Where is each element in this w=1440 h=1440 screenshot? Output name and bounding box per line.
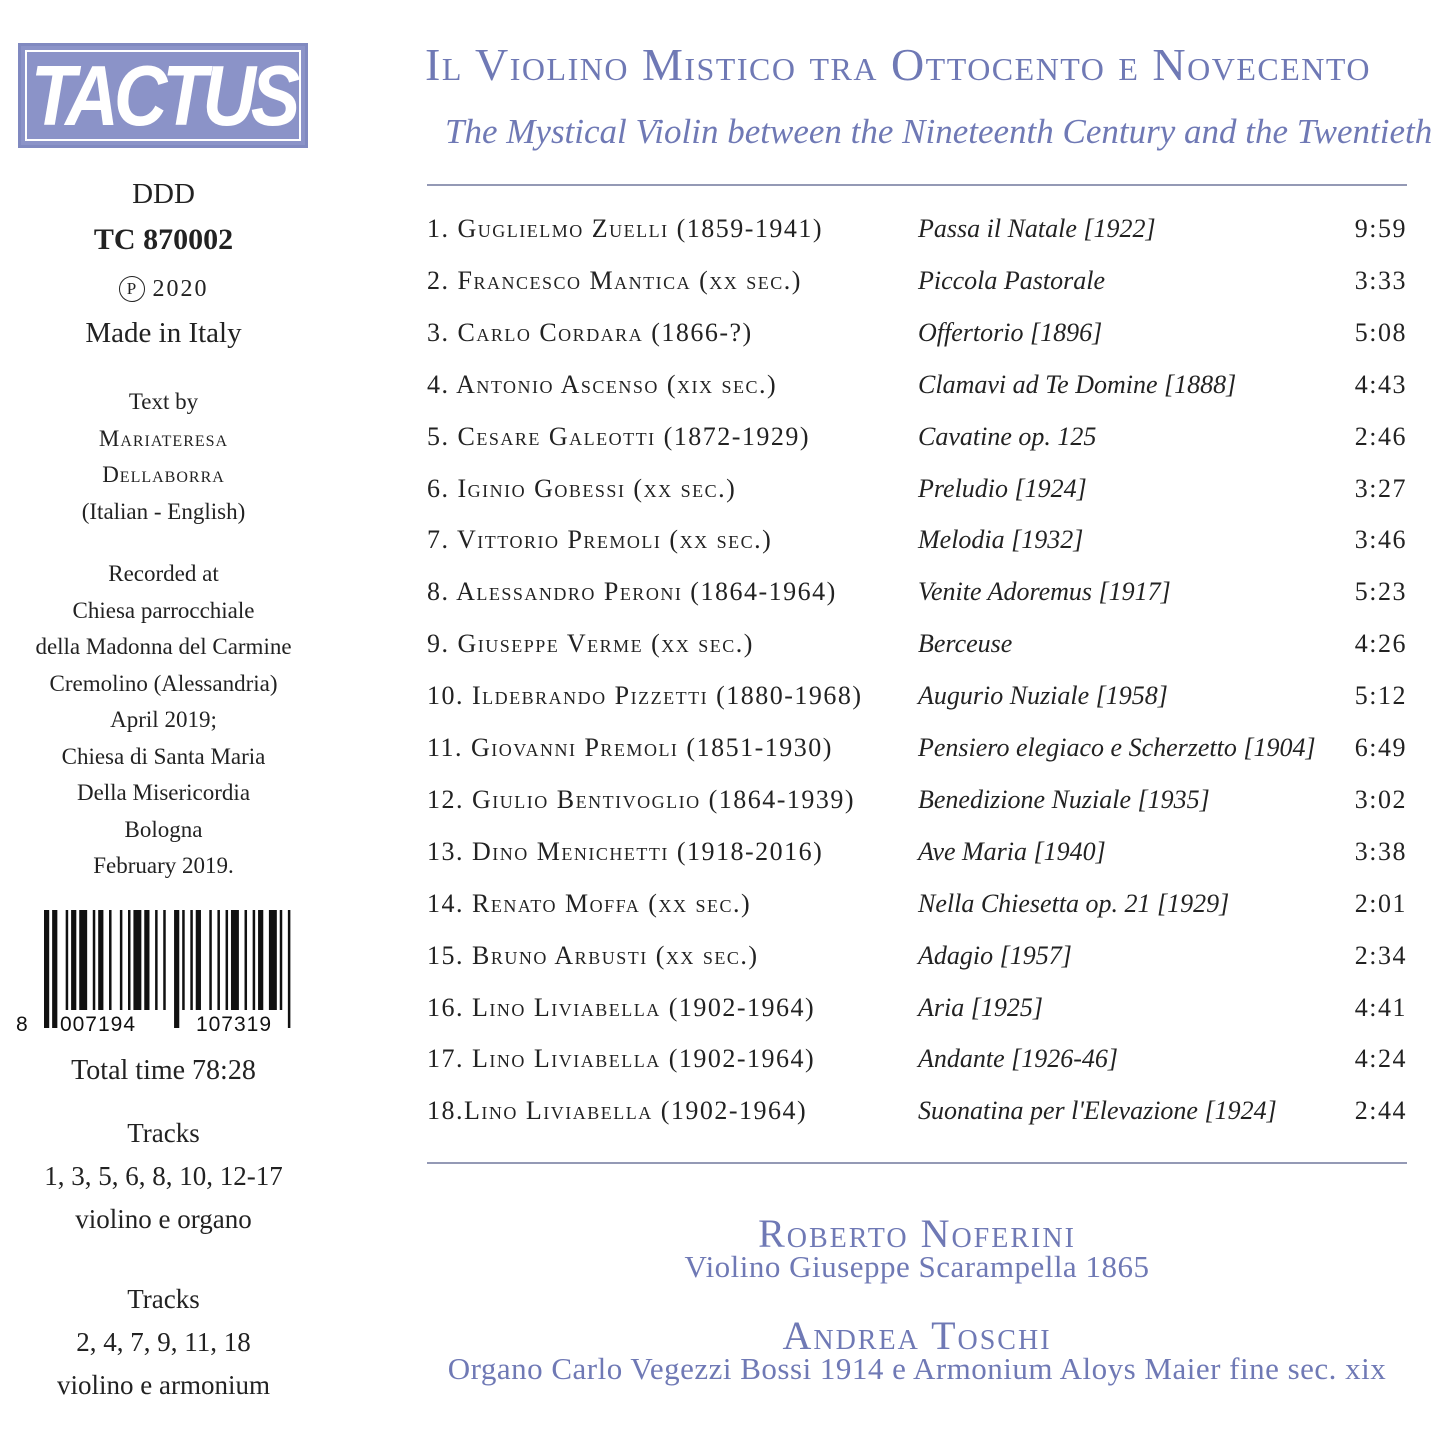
track-duration: 5:12 — [1354, 681, 1407, 711]
track-work: Cavatine op. 125 — [918, 421, 1097, 451]
track-row — [427, 1044, 1407, 1084]
track-duration: 3:33 — [1354, 265, 1407, 295]
track-composer: 15. Bruno Arbusti (xx sec.) — [427, 940, 759, 970]
track-composer: 9. Giuseppe Verme (xx sec.) — [427, 629, 754, 659]
instrument-group-1: Tracks 1, 3, 5, 6, 8, 10, 12-17 violino e organo — [0, 1112, 327, 1241]
barcode-bar — [245, 910, 248, 1010]
left-column — [0, 0, 327, 1440]
track-duration: 5:08 — [1354, 317, 1407, 347]
recording-type: DDD — [132, 178, 195, 210]
barcode-bar — [174, 910, 179, 1028]
track-duration: 3:27 — [1354, 473, 1407, 503]
track-composer: 13. Dino Menichetti (1918-2016) — [427, 836, 824, 866]
track-row — [427, 993, 1407, 1033]
track-composer: 4. Antonio Ascenso (xix sec.) — [427, 369, 778, 399]
recording-location: Recorded at Chiesa parrocchiale della Madonna del Carmine Cremolino (Alessandria) April 2019; Chiesa di Santa Maria Della Misericordia Bologna February 2019. — [35, 561, 292, 878]
track-numbers: 2, 4, 7, 9, 11, 18 — [76, 1327, 251, 1357]
track-row — [427, 214, 1407, 254]
track-row — [427, 1096, 1407, 1136]
track-work: Venite Adoremus [1917] — [918, 577, 1171, 607]
barcode-bar — [93, 910, 96, 1010]
barcode-bar — [155, 910, 158, 1010]
track-duration: 9:59 — [1354, 214, 1407, 243]
track-row — [427, 681, 1407, 721]
barcode-bar — [163, 910, 166, 1010]
text-credit: Text by Mariateresa Dellaborra (Italian - English) — [0, 384, 327, 530]
barcode-bar — [288, 910, 291, 1028]
track-row — [427, 370, 1407, 410]
total-time: Total time 78:28 — [71, 1055, 256, 1086]
track-work: Ave Maria [1940] — [918, 836, 1106, 866]
author-first-name: Mariateresa — [98, 425, 229, 451]
track-row — [427, 733, 1407, 773]
track-row — [427, 422, 1407, 462]
track-composer: 11. Giovanni Premoli (1851-1930) — [427, 733, 833, 762]
track-duration: 4:43 — [1354, 369, 1407, 399]
instrument-group-2: Tracks 2, 4, 7, 9, 11, 18 violino e armonium — [0, 1278, 327, 1407]
barcode-bar — [120, 910, 123, 1010]
track-work: Clamavi ad Te Domine [1888] — [918, 369, 1237, 399]
barcode-bar — [217, 910, 220, 1010]
track-row — [427, 266, 1407, 306]
track-row — [427, 474, 1407, 514]
barcode-bar — [231, 910, 239, 1010]
track-work: Aria [1925] — [918, 992, 1043, 1022]
instrument-combo: violino e armonium — [57, 1370, 270, 1400]
track-composer: 14. Renato Moffa (xx sec.) — [427, 888, 752, 918]
performer-1 — [427, 1210, 1407, 1285]
tactus-logo — [18, 43, 308, 148]
barcode-bar — [71, 910, 76, 1010]
copyright-line — [0, 276, 327, 303]
barcode-group-1: 007194 — [59, 1013, 137, 1036]
barcode — [14, 908, 296, 1036]
performer-name: Andrea Toschi — [782, 1313, 1052, 1358]
track-work: Piccola Pastorale — [918, 265, 1106, 295]
track-composer: 17. Lino Liviabella (1902-1964) — [427, 1044, 816, 1074]
barcode-bar — [258, 910, 263, 1010]
barcode-bar — [182, 910, 185, 1010]
track-work: Nella Chiesetta op. 21 [1929] — [918, 888, 1230, 918]
track-composer: 12. Giulio Bentivoglio (1864-1939) — [427, 784, 856, 814]
track-work: Melodia [1932] — [918, 525, 1084, 555]
barcode-bar — [79, 910, 87, 1010]
phonogram-icon: P — [119, 276, 145, 302]
barcode-group-2: 107319 — [195, 1013, 273, 1036]
track-composer: 5. Cesare Galeotti (1872-1929) — [427, 421, 811, 451]
track-work: Pensiero elegiaco e Scherzetto [1904] — [918, 733, 1316, 762]
track-composer: 16. Lino Liviabella (1902-1964) — [427, 992, 816, 1022]
track-numbers: 1, 3, 5, 6, 8, 10, 12-17 — [44, 1161, 283, 1191]
barcode-bar — [98, 910, 103, 1010]
performer-instrument: Organo Carlo Vegezzi Bossi 1914 e Armonium Aloys Maier fine sec. xix — [447, 1351, 1387, 1386]
track-row — [427, 629, 1407, 669]
track-work: Offertorio [1896] — [918, 317, 1103, 347]
origin-text: Made in Italy — [85, 317, 242, 349]
track-row — [427, 318, 1407, 358]
catalog-number: TC 870002 — [93, 223, 234, 256]
barcode-bar — [280, 910, 283, 1010]
author-last-name: Dellaborra — [102, 462, 225, 487]
track-work: Passa il Natale [1922] — [918, 214, 1156, 243]
release-year: 2020 — [152, 276, 209, 302]
track-composer: 3. Carlo Cordara (1866-?) — [427, 317, 753, 347]
track-duration: 4:26 — [1354, 629, 1407, 659]
track-row — [427, 941, 1407, 981]
album-title: Il Violino Mistico tra Ottocento e Novecento — [425, 39, 1371, 90]
track-composer: 7. Vittorio Premoli (xx sec.) — [427, 525, 773, 555]
track-duration: 3:46 — [1354, 525, 1407, 555]
barcode-bar — [144, 910, 149, 1010]
track-duration: 5:23 — [1354, 577, 1407, 607]
performer-instrument: Violino Giuseppe Scarampella 1865 — [684, 1249, 1150, 1284]
track-work: Preludio [1924] — [918, 473, 1087, 503]
barcode-bar — [44, 910, 49, 1028]
track-composer: 6. Iginio Gobessi (xx sec.) — [427, 473, 737, 503]
track-row — [427, 577, 1407, 617]
track-work: Augurio Nuziale [1958] — [918, 681, 1168, 711]
track-composer: 10. Ildebrando Pizzetti (1880-1968) — [427, 681, 863, 711]
barcode-bar — [196, 910, 201, 1010]
track-duration: 2:01 — [1354, 888, 1407, 918]
album-subtitle: The Mystical Violin between the Nineteenth Century and the Twentieth — [445, 112, 1433, 151]
barcode-bar — [269, 910, 277, 1010]
barcode-bar — [128, 910, 131, 1010]
performer-name: Roberto Noferini — [758, 1211, 1076, 1256]
barcode-bar — [209, 910, 212, 1010]
barcode-bar — [133, 910, 141, 1010]
track-duration: 3:38 — [1354, 836, 1407, 866]
track-row — [427, 785, 1407, 825]
performer-2 — [427, 1312, 1407, 1387]
track-row — [427, 889, 1407, 929]
divider-top — [427, 184, 1407, 186]
track-work: Adagio [1957] — [918, 940, 1072, 970]
barcode-digit-first: 8 — [16, 1013, 28, 1036]
track-composer: 8. Alessandro Peroni (1864-1964) — [427, 577, 837, 607]
track-duration: 4:24 — [1354, 1044, 1407, 1074]
track-work: Andante [1926-46] — [918, 1044, 1119, 1074]
track-work: Suonatina per l'Elevazione [1924] — [918, 1096, 1277, 1126]
divider-bottom — [427, 1162, 1407, 1164]
track-duration: 3:02 — [1354, 784, 1407, 814]
languages: (Italian - English) — [81, 498, 246, 524]
logo-text: TACTUS — [30, 47, 296, 144]
barcode-bar — [253, 910, 256, 1010]
track-work: Benedizione Nuziale [1935] — [918, 784, 1210, 814]
barcode-bar — [109, 910, 112, 1010]
barcode-bar — [190, 910, 193, 1010]
track-row — [427, 525, 1407, 565]
track-composer: 2. Francesco Mantica (xx sec.) — [427, 265, 802, 295]
track-composer: 1. Guglielmo Zuelli (1859-1941) — [427, 214, 824, 243]
barcode-bar — [226, 910, 229, 1010]
track-composer: 18.Lino Liviabella (1902-1964) — [427, 1096, 808, 1126]
instrument-combo: violino e organo — [75, 1204, 252, 1234]
track-duration: 6:49 — [1354, 733, 1407, 762]
track-row — [427, 837, 1407, 877]
track-duration: 2:44 — [1354, 1096, 1407, 1126]
track-work: Berceuse — [918, 629, 1013, 659]
track-duration: 4:41 — [1354, 992, 1407, 1022]
barcode-bar — [52, 910, 57, 1028]
track-duration: 2:34 — [1354, 940, 1407, 970]
barcode-bar — [66, 910, 69, 1010]
track-duration: 2:46 — [1354, 421, 1407, 451]
